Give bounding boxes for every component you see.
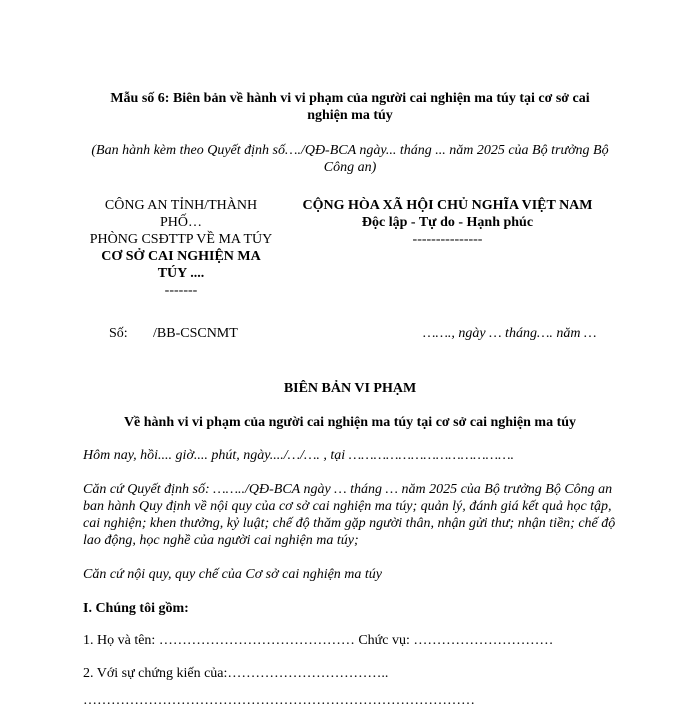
legal-basis-decision: Căn cứ Quyết định số: ……../QĐ-BCA ngày … tháng … năm 2025 của Bộ trưởng Bộ Công an ban hành Quy định về nội quy của cơ sở cai nghiện ma túy; quản lý, đánh giá kết quả học tập, cai nghiện; khen thưởng, kỷ luật; chế độ thăm gặp người thân, nhận gửi thư; nhận tiền; chế độ lao động, học nghề của người cai nghiện ma túy; [83, 482, 616, 548]
legal-basis-regulations: Căn cứ nội quy, quy chế của Cơ sở cai nghiện ma túy [83, 567, 383, 582]
agency-rule: ------- [164, 283, 198, 298]
witness-line: 2. Với sự chứng kiến của:…………………………….. [83, 666, 389, 681]
agency-facility: CƠ SỞ CAI NGHIỆN MA TÚY .... [101, 249, 261, 281]
meeting-time-place: Hôm nay, hồi.... giờ.... phút, ngày..../…/…. , tại …………………………………. [83, 448, 515, 463]
document-title: BIÊN BẢN VI PHẠM [283, 381, 417, 396]
document-number-label: Số: [109, 326, 128, 341]
national-motto: Độc lập - Tự do - Hạnh phúc [361, 215, 534, 230]
participant-name-position: 1. Họ và tên: …………………………………… Chức vụ: ………………………… [83, 633, 554, 648]
continuation-line: ………………………………………………………………………… [83, 693, 475, 708]
document-date: ……., ngày … tháng…. năm … [423, 326, 597, 341]
national-name: CỘNG HÒA XÃ HỘI CHỦ NGHĨA VIỆT NAM [302, 198, 593, 213]
document-number-code: /BB-CSCNMT [153, 326, 238, 341]
issuing-agency-header [86, 197, 276, 299]
agency-province: CÔNG AN TỈNH/THÀNH PHỐ… [104, 198, 258, 230]
section-heading-participants: I. Chúng tôi gồm: [83, 601, 189, 616]
national-header [285, 197, 610, 248]
form-title: Mẫu số 6: Biên bản về hành vi vi phạm của người cai nghiện ma túy tại cơ sở cai nghiện ma túy [110, 91, 590, 123]
document-number-line [83, 325, 643, 343]
agency-department: PHÒNG CSĐTTP VỀ MA TÚY [89, 232, 273, 247]
national-rule: --------------- [412, 232, 483, 247]
document-subtitle: Về hành vi vi phạm của người cai nghiện ma túy tại cơ sở cai nghiện ma túy [123, 415, 577, 430]
form-issuance-note: (Ban hành kèm theo Quyết định số…./QĐ-BCA ngày... tháng ... năm 2025 của Bộ trưởng Bộ Công an) [91, 143, 609, 175]
